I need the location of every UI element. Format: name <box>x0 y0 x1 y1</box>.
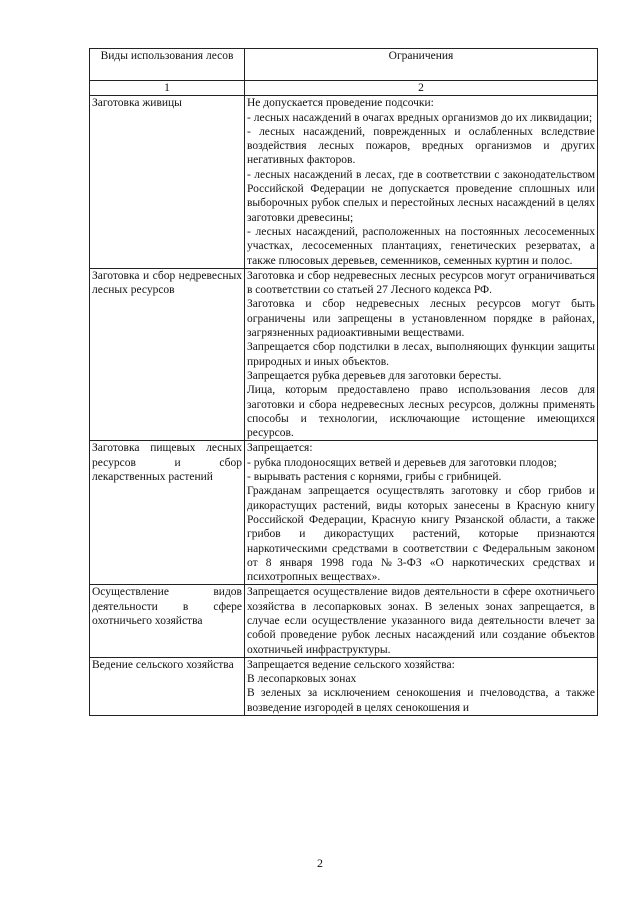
restriction-text: Запрещается рубка деревьев для заготовки бересты. <box>247 369 502 382</box>
table-row <box>90 268 598 441</box>
use-type-cell: Заготовка пищевых лесных ресурсов и сбор лекарственных растений <box>90 441 245 585</box>
restriction-text: - лесных насаждений, расположенных на постоянных лесосеменных участках, лесосеменных плантациях, генетических резерватах, а также плюсовых деревьев, семенников, семенных куртин и полос. <box>247 225 595 267</box>
column-number-row <box>90 81 598 96</box>
restriction-text: В лесопарковых зонах <box>247 673 357 686</box>
restriction-text: В зеленых за исключением сенокошения и пчеловодства, а также возведение изгородей в целях сенокошения и <box>247 687 595 714</box>
restrictions-cell <box>245 585 598 657</box>
restrictions-cell <box>245 268 598 441</box>
restriction-text: - лесных насаждений, поврежденных и ослабленных вследствие воздействия лесных пожаров, вредных организмов и других негативных факторов. <box>247 125 595 167</box>
header-row <box>90 49 598 81</box>
restriction-text: Запрещается ведение сельского хозяйства: <box>247 658 455 671</box>
use-type-cell: Заготовка живицы <box>90 96 245 269</box>
restriction-text: Лица, которым предоставлено право использования лесов для заготовки и сбора недревесных лесных ресурсов, должны применять способы и технологии, исключающие истощение имеющихся ресурсов. <box>247 384 595 440</box>
column-number-2: 2 <box>245 81 598 96</box>
table-row <box>90 441 598 585</box>
restriction-text: - лесных насаждений в лесах, где в соответствии с законодательством Российской Федерации не допускается проведение сплошных или выборочных рубок спелых и перестойных лесных насаждений в целях заготовки древесины; <box>247 168 595 224</box>
header-restrictions: Ограничения <box>245 49 598 81</box>
restriction-text: - лесных насаждений в очагах вредных организмов до их ликвидации; <box>247 111 593 124</box>
restrictions-table <box>89 48 598 716</box>
restriction-text: Не допускается проведение подсочки: <box>247 97 434 110</box>
restriction-text: Гражданам запрещается осуществлять заготовку и сбор грибов и дикорастущих растений, виды которых занесены в Красную книгу Российской Федерации, Красную книгу Рязанской области, а также грибов и дикорастущих растений, которые признаются наркотическими средствами в соответствии с Федеральным законом от 8 января 1998 года №3-ФЗ «О наркотических средствах и психотропных веществах». <box>247 485 595 584</box>
use-type-cell: Ведение сельского хозяйства <box>90 657 245 715</box>
restriction-text: Запрещается: <box>247 442 313 455</box>
column-number-1: 1 <box>90 81 245 96</box>
restriction-text: - вырывать растения с корнями, грибы с грибницей. <box>247 471 502 484</box>
table-row <box>90 657 598 715</box>
restrictions-cell <box>245 96 598 269</box>
restriction-text: Запрещается сбор подстилки в лесах, выполняющих функции защиты природных и иных объектов. <box>247 341 595 368</box>
restriction-text: Заготовка и сбор недревесных лесных ресурсов могут быть ограничены или запрещены в установленном порядке в районах, загрязненных радиоактивными веществами. <box>247 298 595 340</box>
table-row <box>90 585 598 657</box>
restriction-text: Запрещается осуществление видов деятельности в сфере охотничьего хозяйства в лесопарковых зонах. В зеленых зонах запрещается, в случае если осуществление указанного вида деятельности влечет за собой проведение рубок лесных насаждений или создание объектов охотничьей инфраструктуры. <box>247 586 595 656</box>
restrictions-cell <box>245 441 598 585</box>
table-row <box>90 96 598 269</box>
restriction-text: - рубка плодоносящих ветвей и деревьев для заготовки плодов; <box>247 456 557 469</box>
header-use-types: Виды использования лесов <box>90 49 245 81</box>
restriction-text: Заготовка и сбор недревесных лесных ресурсов могут ограничиваться в соответствии со статьей 27 Лесного кодекса РФ. <box>247 269 595 297</box>
page-number: 2 <box>317 856 323 870</box>
use-type-cell: Заготовка и сбор недревесных лесных ресурсов <box>90 268 245 441</box>
use-type-cell: Осуществление видов деятельности в сфере охотничьего хозяйства <box>90 585 245 657</box>
restrictions-cell <box>245 657 598 715</box>
